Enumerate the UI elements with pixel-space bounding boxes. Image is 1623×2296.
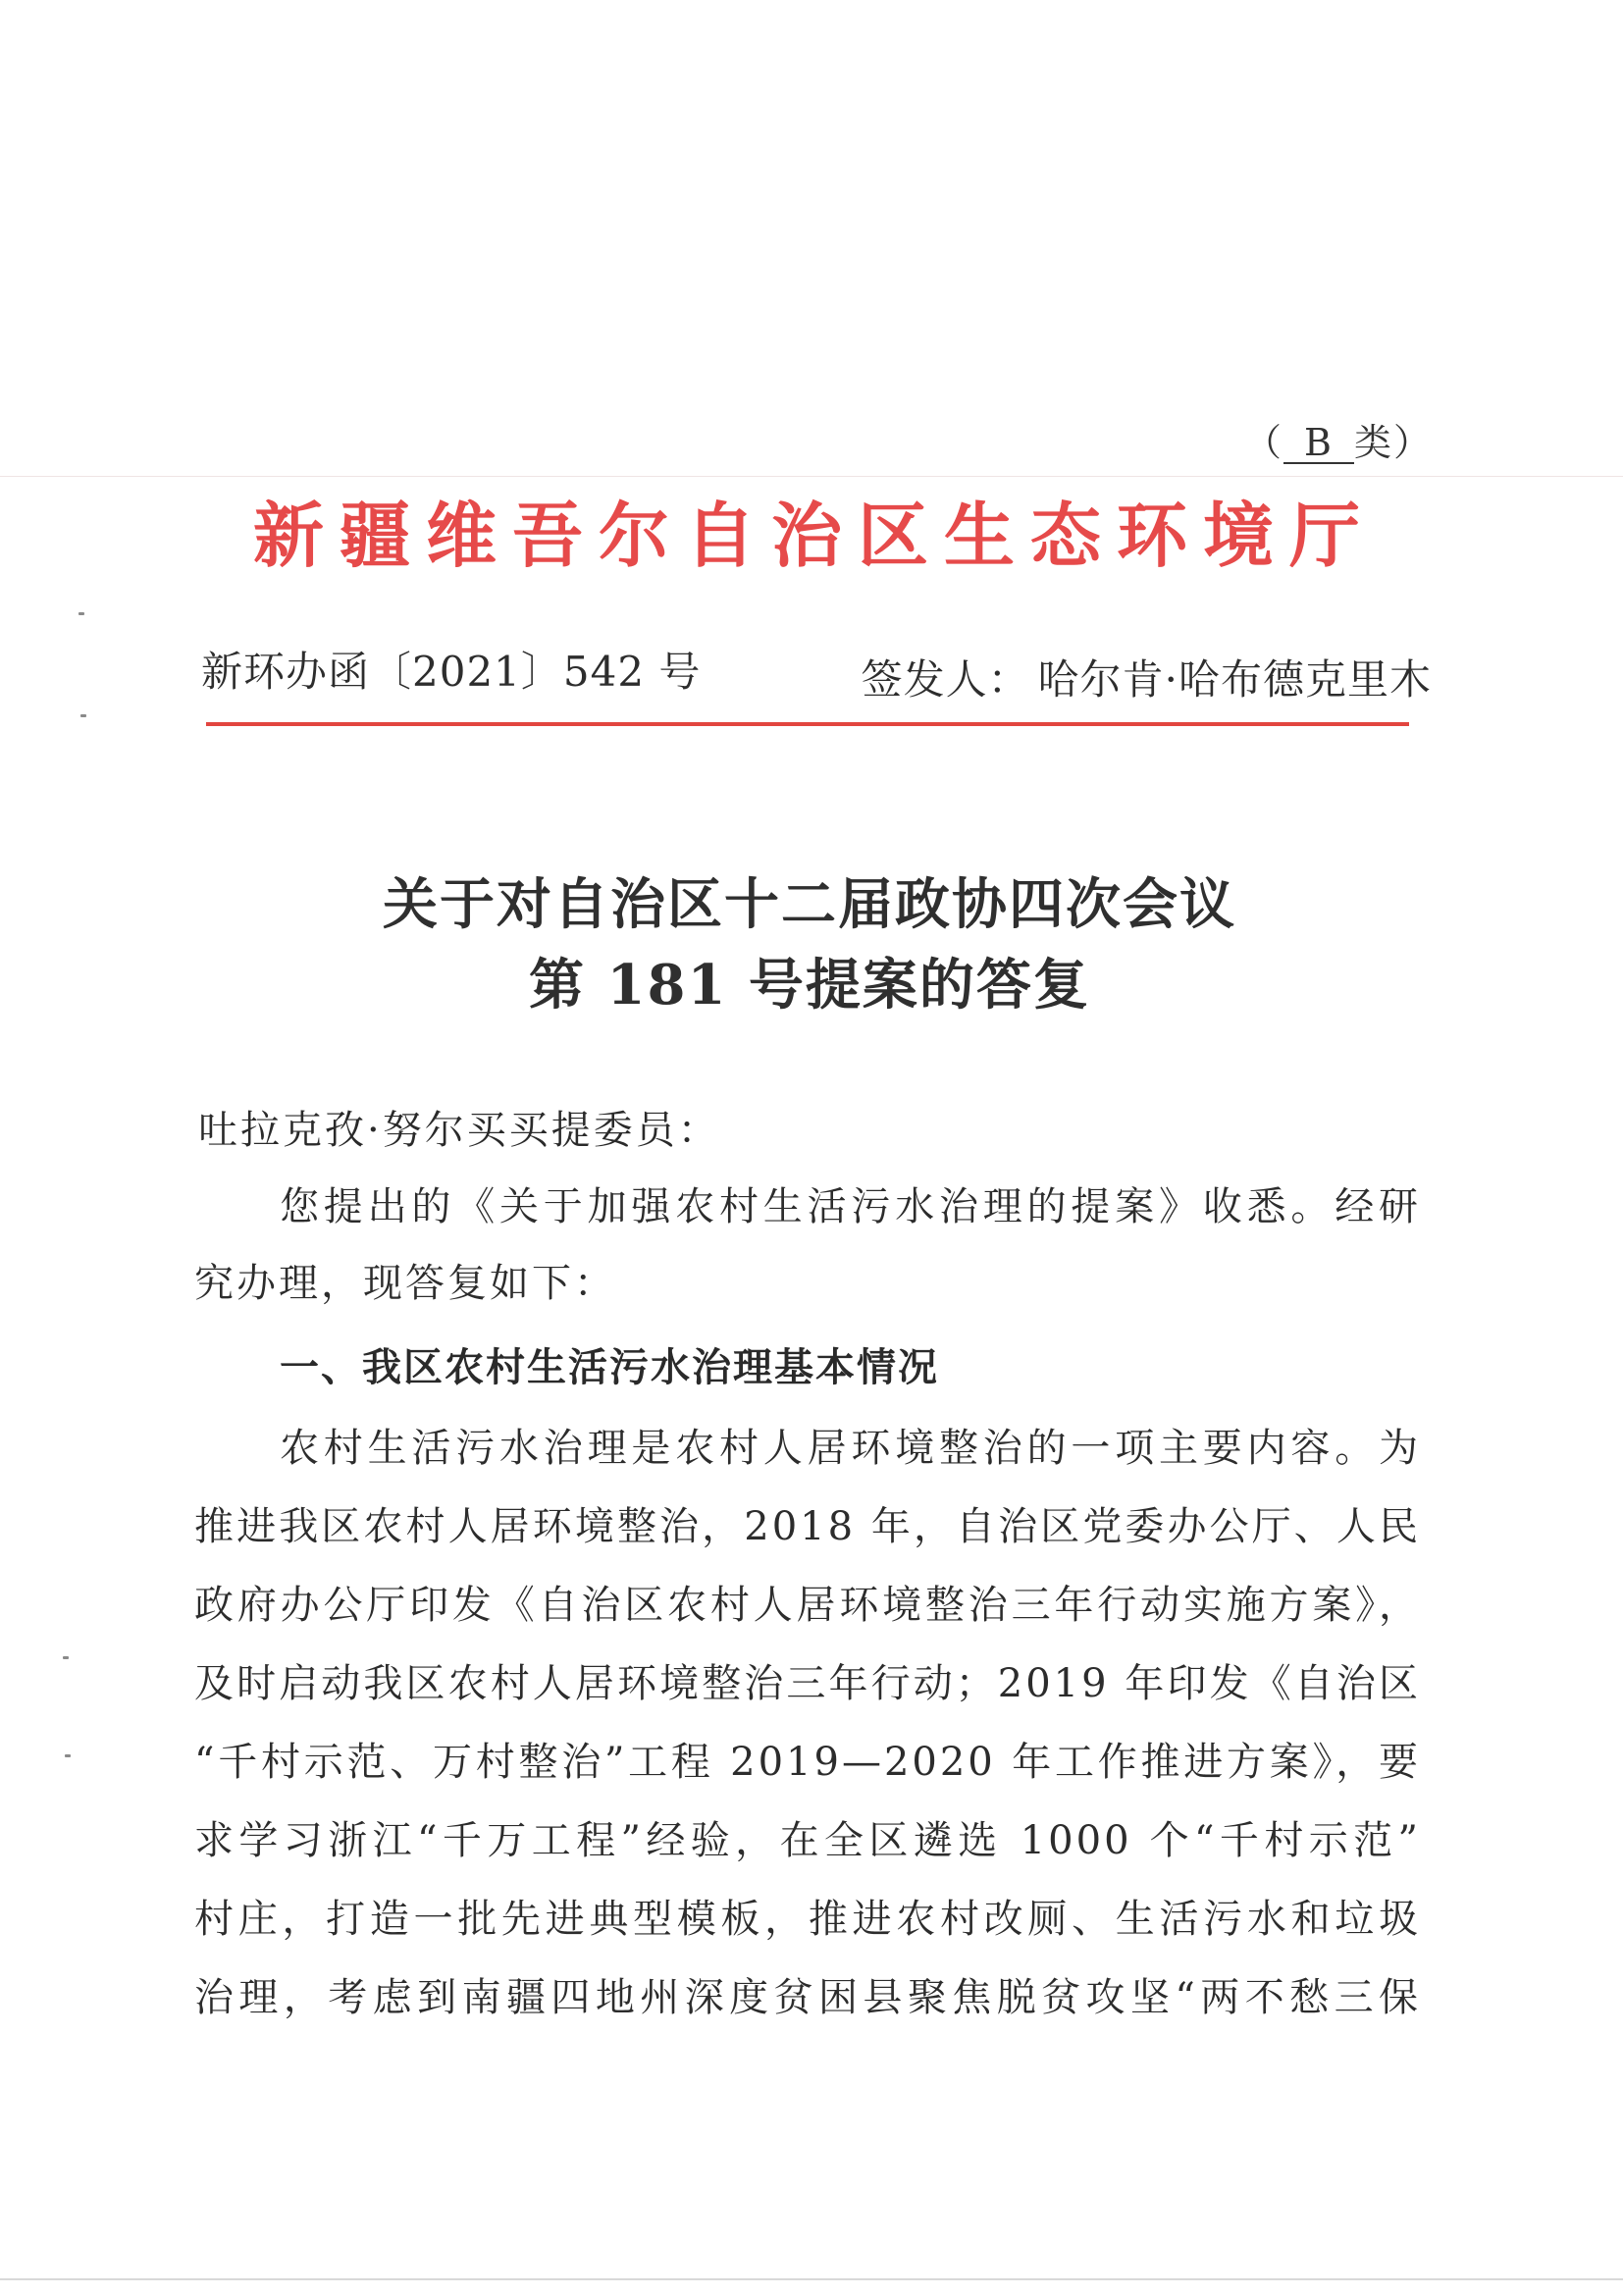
signer-name: 哈尔肯·哈布德克里木 — [1037, 655, 1432, 704]
paragraph-line: 村庄，打造一批先进典型模板，推进农村改厕、生活污水和垃圾 — [194, 1897, 1421, 1942]
scan-faint-line-top — [0, 476, 1623, 477]
signer-label: 签发人： — [861, 655, 1030, 704]
paragraph-line: 治理，考虑到南疆四地州深度贫困县聚焦脱贫攻坚“两不愁三保 — [194, 1975, 1421, 2020]
red-divider-rule — [206, 722, 1409, 726]
paragraph-line: 及时启动我区农村人居环境整治三年行动；2019 年印发《自治区 — [194, 1661, 1421, 1706]
paragraph-line: 求学习浙江“千万工程”经验，在全区遴选 1000 个“千村示范” — [194, 1818, 1421, 1863]
issuing-agency-header: 新疆维吾尔自治区生态环境厅 — [252, 495, 1376, 577]
document-number: 新环办函〔2021〕542 号 — [201, 648, 702, 696]
intro-line-2: 究办理，现答复如下： — [194, 1261, 616, 1306]
document-title-line-1: 关于对自治区十二届政协四次会议 — [383, 872, 1236, 937]
scan-speck — [80, 714, 86, 717]
paragraph-line: “千村示范、万村整治”工程 2019—2020 年工作推进方案》，要 — [194, 1740, 1421, 1785]
classification-mark — [1244, 412, 1433, 466]
paragraph-line: 农村生活污水治理是农村人居环境整治的一项主要内容。为 — [280, 1426, 1421, 1471]
signer — [862, 648, 1432, 706]
paragraph-line: 政府办公厅印发《自治区农村人居环境整治三年行动实施方案》， — [194, 1583, 1421, 1628]
scan-speck — [65, 1754, 71, 1757]
scan-speck — [63, 1656, 69, 1659]
intro-line-1: 您提出的《关于加强农村生活污水治理的提案》收悉。经研 — [280, 1184, 1421, 1229]
salutation: 吐拉克孜·努尔买买提委员： — [198, 1108, 720, 1153]
classification-code: B — [1283, 423, 1354, 464]
scan-speck — [79, 612, 84, 615]
paragraph-line: 推进我区农村人居环境整治，2018 年，自治区党委办公厅、人民 — [194, 1504, 1421, 1549]
section-heading-1: 一、我区农村生活污水治理基本情况 — [280, 1345, 939, 1390]
document-title-line-2: 第 181 号提案的答复 — [529, 953, 1090, 1018]
classification-prefix: （ — [1244, 421, 1284, 464]
classification-suffix: 类） — [1354, 421, 1434, 464]
scan-faint-line-bottom — [0, 2278, 1623, 2280]
